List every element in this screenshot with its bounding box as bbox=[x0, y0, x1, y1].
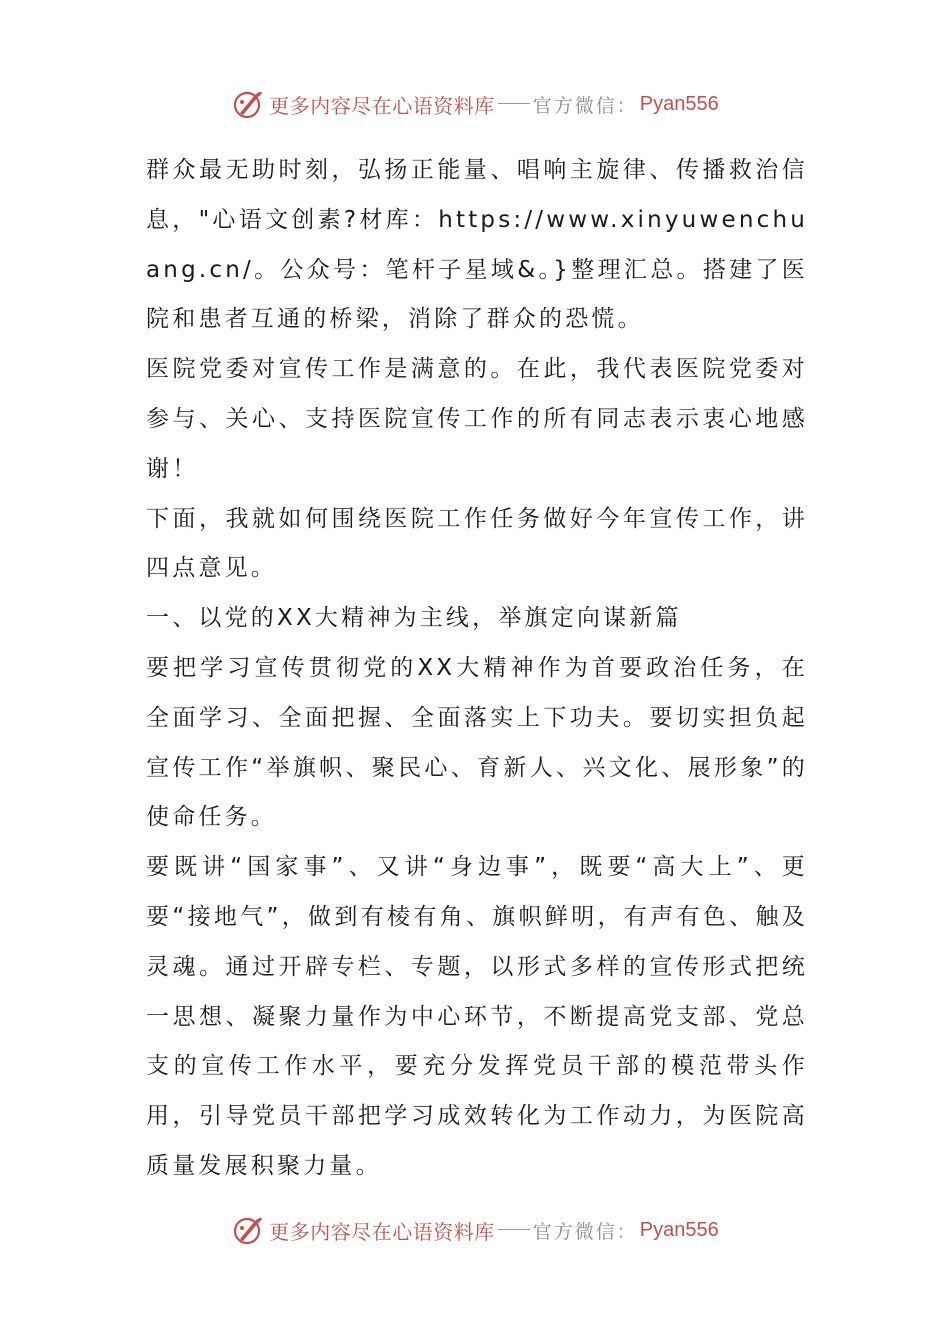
header-watermark-banner bbox=[0, 84, 950, 124]
wechat-id: Pyan556 bbox=[639, 1218, 719, 1241]
paragraph-2: 医院党委对宣传工作是满意的。在此，我代表医院党委对参与、关心、支持医院宣传工作的所有同志表示衷心地感谢！ bbox=[146, 356, 808, 482]
section-heading-1: 一、以党的XX大精神为主线，举旗定向谋新篇 bbox=[146, 605, 682, 632]
paragraph-4: 要把学习宣传贯彻党的XX大精神作为首要政治任务，在全面学习、全面把握、全面落实上下功夫。要切实担负起宣传工作“举旗帜、聚民心、育新人、兴文化、展形象”的使命任务。 bbox=[146, 654, 808, 831]
official-label: 官方微信： bbox=[532, 94, 638, 117]
official-label: 官方微信： bbox=[532, 1220, 638, 1243]
dash-divider bbox=[498, 103, 530, 104]
dash-divider bbox=[498, 1229, 530, 1230]
wechat-id: Pyan556 bbox=[639, 92, 719, 115]
footer-watermark-banner bbox=[0, 1210, 950, 1250]
brand-text: 更多内容尽在心语资料库 bbox=[269, 1219, 495, 1244]
paragraph-3: 下面，我就如何围绕医院工作任务做好今年宣传工作，讲四点意见。 bbox=[146, 505, 808, 582]
quill-seal-logo-icon bbox=[231, 87, 265, 121]
paragraph-5: 要既讲“国家事”、又讲“身边事”，既要“高大上”、更要“接地气”，做到有棱有角、旗帜鲜明，有声有色、触及灵魂。通过开辟专栏、专题，以形式多样的宣传形式把统一思想、凝聚力量作为中心环节，不断提高党支部、党总支的宣传工作水平，要充分发挥党员干部的模范带头作用，引导党员干部把学习成效转化为工作动力，为医院高质量发展积聚力量。 bbox=[146, 854, 808, 1179]
paragraph-1: 群众最无助时刻，弘扬正能量、唱响主旋律、传播救治信息，"心语文创素?材库：https://www.xinyuwenchuang.cn/。公众号：笔杆子星域&。}整理汇总。搭建了医院和患者互通的桥梁，消除了群众的恐慌。 bbox=[146, 157, 808, 333]
document-body bbox=[146, 146, 808, 1192]
brand-text: 更多内容尽在心语资料库 bbox=[269, 93, 495, 118]
quill-seal-logo-icon bbox=[231, 1213, 265, 1247]
